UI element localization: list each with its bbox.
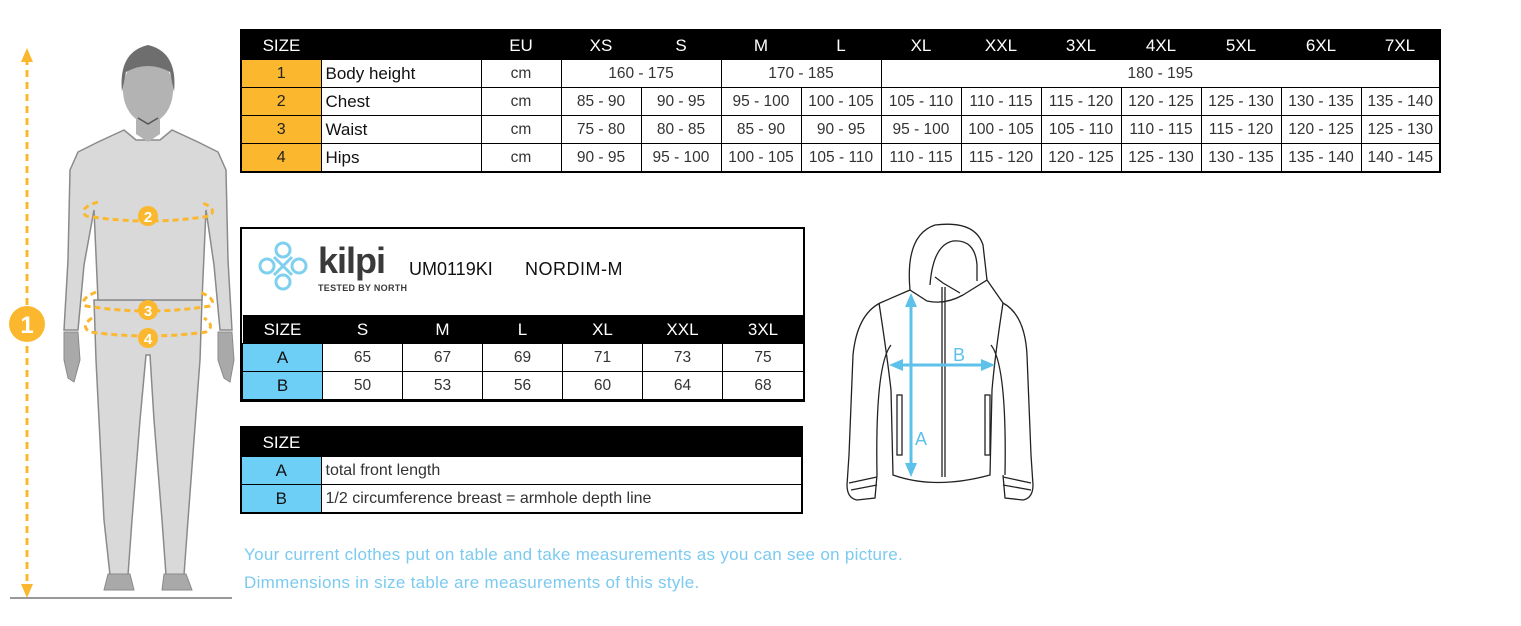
table-cell: 100 - 105 <box>721 144 801 173</box>
size-col-4xl: 4XL <box>1121 30 1201 60</box>
table-row <box>241 144 1440 173</box>
table-cell: 71 <box>563 344 643 372</box>
size-col-xxl: XXL <box>961 30 1041 60</box>
table-cell: 110 - 115 <box>961 88 1041 116</box>
table-row <box>241 485 802 514</box>
table-row <box>241 116 1440 144</box>
table-cell: 85 - 90 <box>721 116 801 144</box>
size-col-xl: XL <box>563 315 643 344</box>
row-label: Waist <box>321 116 481 144</box>
size-col-xs: XS <box>561 30 641 60</box>
table-cell: 69 <box>483 344 563 372</box>
table-cell: 75 - 80 <box>561 116 641 144</box>
row-key: A <box>241 457 321 485</box>
svg-text:2: 2 <box>143 209 153 226</box>
row-number: 3 <box>241 116 321 144</box>
header-filler <box>321 427 802 457</box>
table-cell: 110 - 115 <box>881 144 961 173</box>
table-cell: 120 - 125 <box>1281 116 1361 144</box>
table-cell: 180 - 195 <box>881 60 1440 88</box>
table-cell: 90 - 95 <box>801 116 881 144</box>
table-cell: 105 - 110 <box>881 88 961 116</box>
brand-tagline: TESTED BY NORTH <box>318 283 408 293</box>
table-cell: 130 - 135 <box>1281 88 1361 116</box>
jacket-illustration <box>835 215 1050 510</box>
size-col-3xl: 3XL <box>723 315 804 344</box>
table-cell: 125 - 130 <box>1121 144 1201 173</box>
size-col-xxl: XXL <box>643 315 723 344</box>
size-col-xl: XL <box>881 30 961 60</box>
label-header <box>321 30 481 60</box>
row-label: Hips <box>321 144 481 173</box>
row-number: 2 <box>241 88 321 116</box>
product-size-table <box>240 227 805 402</box>
size-col-3xl: 3XL <box>1041 30 1121 60</box>
svg-text:4: 4 <box>143 331 153 348</box>
table-cell: 53 <box>403 372 483 400</box>
brand-name: kilpi <box>318 240 386 281</box>
table-cell: 100 - 105 <box>801 88 881 116</box>
table-cell: 60 <box>563 372 643 400</box>
table-cell: 95 - 100 <box>721 88 801 116</box>
svg-text:3: 3 <box>143 303 153 320</box>
table-cell: 56 <box>483 372 563 400</box>
measurement-legend-table <box>240 426 803 514</box>
product-measurements <box>242 315 804 400</box>
size-col-m: M <box>721 30 801 60</box>
table-row <box>241 457 802 485</box>
size-col-l: L <box>801 30 881 60</box>
kilpi-knot-logo-icon <box>256 239 310 293</box>
marker-2-icon <box>138 206 158 226</box>
row-number: 4 <box>241 144 321 173</box>
table-cell: 110 - 115 <box>1121 116 1201 144</box>
size-header: SIZE <box>241 30 321 60</box>
table-cell: 115 - 120 <box>1041 88 1121 116</box>
label-a: A <box>914 429 928 449</box>
size-col-s: S <box>323 315 403 344</box>
measure-a-arrow-icon <box>905 293 917 477</box>
size-col-l: L <box>483 315 563 344</box>
table-cell: 125 - 130 <box>1361 116 1440 144</box>
row-key: B <box>243 372 323 400</box>
table-cell: 95 - 100 <box>881 116 961 144</box>
size-col-5xl: 5XL <box>1201 30 1281 60</box>
size-chart-header <box>241 30 1440 60</box>
note-line-2: Dimmensions in size table are measurements of this style. <box>244 573 700 592</box>
table-cell: 67 <box>403 344 483 372</box>
table-cell: 80 - 85 <box>641 116 721 144</box>
row-description: total front length <box>321 457 802 485</box>
table-cell: 64 <box>643 372 723 400</box>
table-cell: 120 - 125 <box>1121 88 1201 116</box>
table-cell: 100 - 105 <box>961 116 1041 144</box>
table-cell: 95 - 100 <box>641 144 721 173</box>
table-cell: 170 - 185 <box>721 60 881 88</box>
table-cell: 135 - 140 <box>1361 88 1440 116</box>
row-number: 1 <box>241 60 321 88</box>
table-cell: 90 - 95 <box>641 88 721 116</box>
size-col-s: S <box>641 30 721 60</box>
eu-header: EU <box>481 30 561 60</box>
marker-1-icon <box>9 306 45 342</box>
product-header <box>242 229 803 315</box>
product-code: UM0119KI <box>409 259 493 279</box>
table-row <box>241 60 1440 88</box>
size-chart-table <box>240 29 1441 173</box>
table-cell: 85 - 90 <box>561 88 641 116</box>
row-unit: cm <box>481 88 561 116</box>
table-cell: 90 - 95 <box>561 144 641 173</box>
size-col-m: M <box>403 315 483 344</box>
table-cell: 105 - 110 <box>1041 116 1121 144</box>
table-cell: 75 <box>723 344 804 372</box>
table-cell: 130 - 135 <box>1201 144 1281 173</box>
table-cell: 120 - 125 <box>1041 144 1121 173</box>
row-key: B <box>241 485 321 514</box>
table-row <box>243 344 804 372</box>
row-description: 1/2 circumference breast = armhole depth line <box>321 485 802 514</box>
table-cell: 115 - 120 <box>961 144 1041 173</box>
label-b: B <box>952 345 966 365</box>
table-cell: 125 - 130 <box>1201 88 1281 116</box>
svg-text:1: 1 <box>20 312 34 339</box>
table-cell: 160 - 175 <box>561 60 721 88</box>
table-cell: 135 - 140 <box>1281 144 1361 173</box>
table-row <box>241 88 1440 116</box>
table-cell: 50 <box>323 372 403 400</box>
table-row <box>243 372 804 400</box>
note-line-1: Your current clothes put on table and take measurements as you can see on picture. <box>244 545 904 564</box>
size-col-7xl: 7XL <box>1361 30 1440 60</box>
row-unit: cm <box>481 144 561 173</box>
row-label: Chest <box>321 88 481 116</box>
table-cell: 73 <box>643 344 723 372</box>
row-label: Body height <box>321 60 481 88</box>
size-col-6xl: 6XL <box>1281 30 1361 60</box>
size-header: SIZE <box>243 315 323 344</box>
row-key: A <box>243 344 323 372</box>
size-header: SIZE <box>241 427 321 457</box>
table-cell: 115 - 120 <box>1201 116 1281 144</box>
product-name: NORDIM-M <box>525 259 623 279</box>
table-cell: 105 - 110 <box>801 144 881 173</box>
marker-4-icon <box>138 328 158 348</box>
table-cell: 140 - 145 <box>1361 144 1440 173</box>
table-cell: 68 <box>723 372 804 400</box>
table-cell: 65 <box>323 344 403 372</box>
row-unit: cm <box>481 60 561 88</box>
marker-3-icon <box>138 300 158 320</box>
body-measurement-figure <box>0 30 240 610</box>
row-unit: cm <box>481 116 561 144</box>
